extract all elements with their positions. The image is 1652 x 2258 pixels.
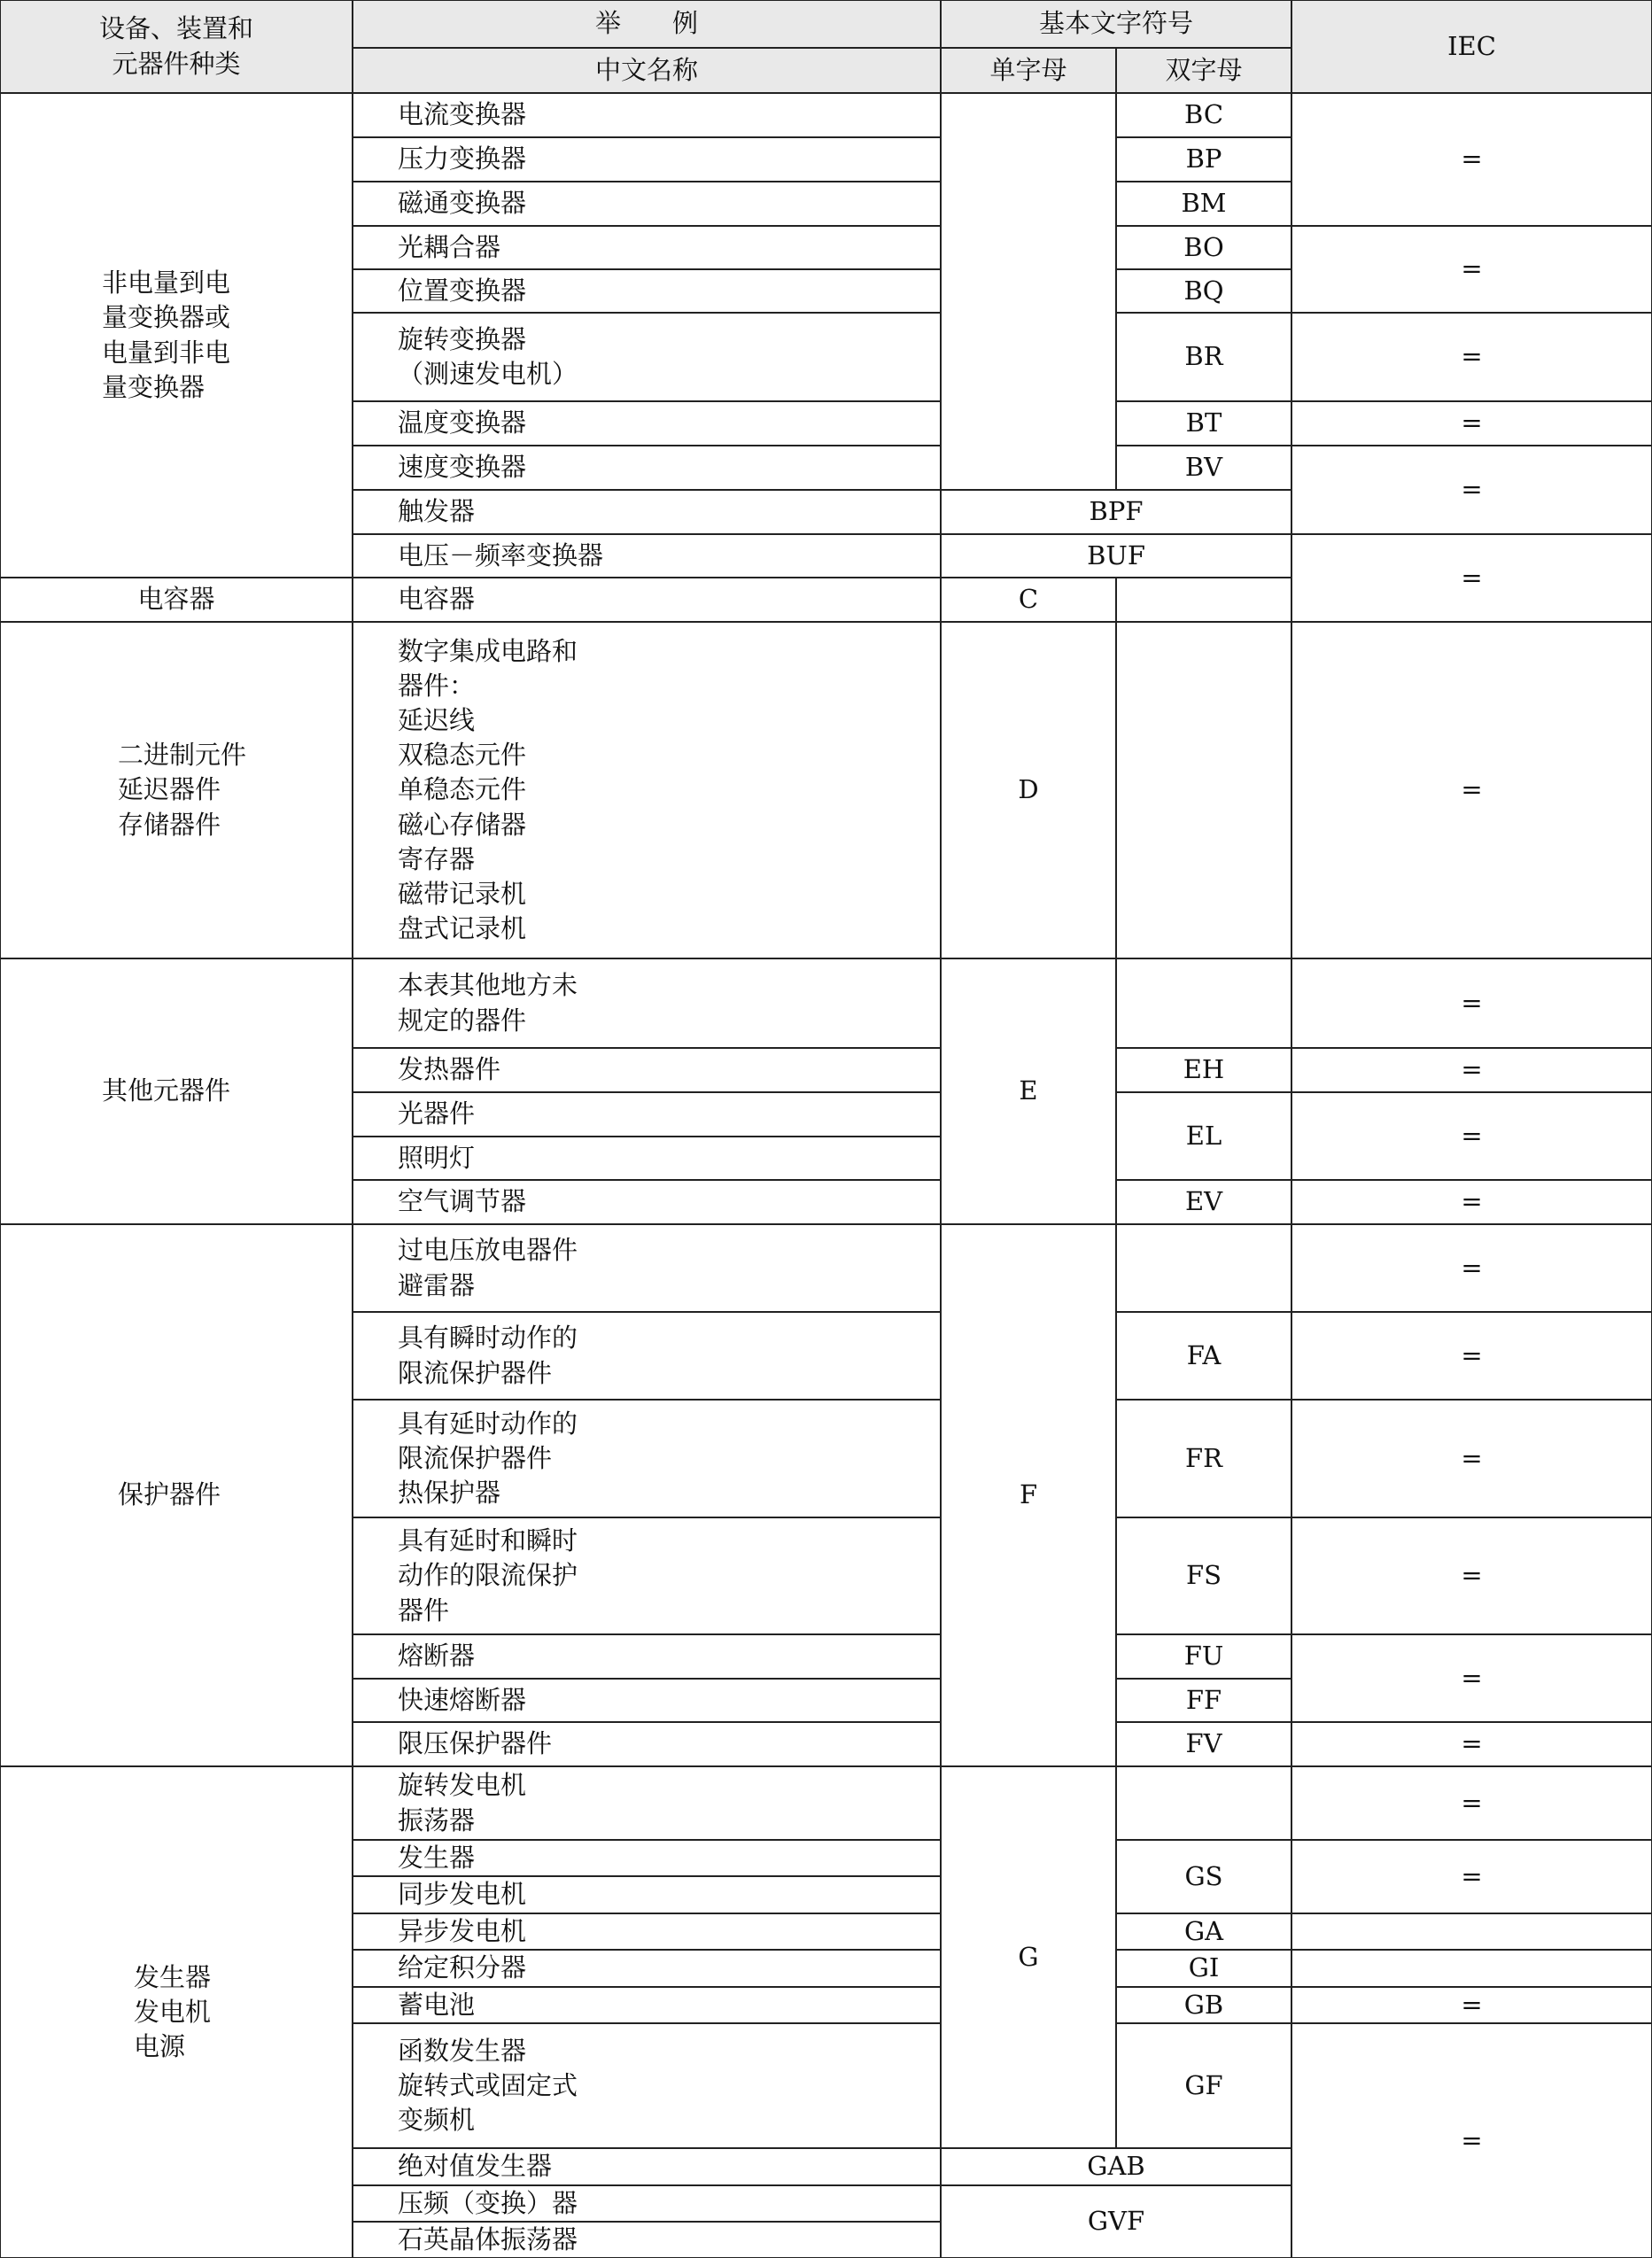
name-cell-text: 压力变换器 — [398, 144, 527, 175]
name-cell-text: 具有瞬时动作的 限流保护器件 — [398, 1323, 578, 1388]
name-cell-text: 给定积分器 — [398, 1952, 527, 1983]
double-letter-cell — [1116, 1913, 1291, 1950]
name-cell-text: 空气调节器 — [398, 1186, 527, 1217]
double-letter-cell-text: GI — [1188, 1952, 1220, 1983]
double-letter-cell — [1116, 622, 1291, 958]
header-single-letter-text: 单字母 — [989, 54, 1067, 85]
header-category-text: 设备、装置和 元器件种类 — [98, 13, 253, 79]
name-cell — [353, 1679, 941, 1722]
iec-cell — [1291, 1092, 1652, 1180]
name-cell — [353, 534, 941, 578]
header-category — [0, 0, 353, 93]
name-cell — [353, 226, 941, 269]
name-cell-text: 电容器 — [398, 584, 476, 615]
double-letter-cell-text: BC — [1183, 99, 1224, 130]
iec-cell — [1291, 446, 1652, 534]
name-cell — [353, 1950, 941, 1987]
iec-cell — [1291, 1180, 1652, 1224]
iec-cell — [1291, 1840, 1652, 1913]
name-cell — [353, 269, 941, 313]
iec-cell-text: = — [1461, 407, 1483, 438]
name-cell — [353, 1517, 941, 1634]
iec-cell — [1291, 1312, 1652, 1400]
category-cell-text: 二进制元件 延迟器件 存储器件 — [118, 740, 247, 840]
symbol-cell-text: GVF — [1087, 2206, 1145, 2237]
name-cell — [353, 446, 941, 490]
name-cell-text: 发热器件 — [398, 1054, 501, 1085]
name-cell — [353, 490, 941, 534]
name-cell-text: 磁通变换器 — [398, 188, 527, 219]
category-cell — [0, 578, 353, 622]
header-iec — [1291, 0, 1652, 93]
iec-cell-text: = — [1461, 1989, 1483, 2020]
iec-cell — [1291, 226, 1652, 313]
double-letter-cell-text: FS — [1186, 1560, 1222, 1591]
single-letter-cell-text: C — [1018, 584, 1039, 615]
header-example — [353, 0, 941, 48]
iec-cell — [1291, 1766, 1652, 1840]
iec-cell — [1291, 1722, 1652, 1766]
iec-cell — [1291, 401, 1652, 446]
name-cell-text: 电流变换器 — [398, 99, 527, 130]
single-letter-cell-text: F — [1019, 1479, 1038, 1510]
name-cell-text: 限压保护器件 — [398, 1728, 553, 1759]
double-letter-cell-text: GF — [1184, 2069, 1223, 2100]
double-letter-cell-text: FF — [1185, 1684, 1222, 1715]
name-cell — [353, 313, 941, 401]
double-letter-cell — [1116, 1092, 1291, 1180]
double-letter-cell — [1116, 1766, 1291, 1840]
name-cell-text: 速度变换器 — [398, 452, 527, 483]
double-letter-cell-text: BM — [1181, 188, 1227, 219]
iec-cell-text: = — [1461, 474, 1483, 505]
double-letter-cell-text: FA — [1186, 1339, 1222, 1370]
iec-cell — [1291, 534, 1652, 622]
double-letter-cell — [1116, 1634, 1291, 1679]
name-cell-text: 绝对值发生器 — [398, 2151, 553, 2182]
name-cell — [353, 93, 941, 137]
name-cell-text: 异步发电机 — [398, 1915, 527, 1946]
name-cell-text: 触发器 — [398, 496, 476, 527]
name-cell — [353, 2023, 941, 2148]
iec-cell-text: = — [1461, 1728, 1483, 1759]
double-letter-cell — [1116, 269, 1291, 313]
name-cell — [353, 958, 941, 1048]
name-cell — [353, 1400, 941, 1517]
symbol-cell-text: BUF — [1087, 539, 1145, 570]
double-letter-cell — [1116, 446, 1291, 490]
name-cell-text: 函数发生器 旋转式或固定式 变频机 — [398, 2035, 578, 2136]
iec-cell — [1291, 313, 1652, 401]
double-letter-cell — [1116, 1180, 1291, 1224]
single-letter-cell — [941, 622, 1116, 958]
iec-cell-text: = — [1461, 987, 1483, 1018]
double-letter-cell-text: BO — [1183, 231, 1224, 262]
iec-cell — [1291, 1517, 1652, 1634]
name-cell-text: 蓄电池 — [398, 1989, 476, 2020]
category-cell — [0, 622, 353, 958]
header-example-text: 举 例 — [594, 8, 698, 39]
name-cell — [353, 1876, 941, 1913]
iec-cell — [1291, 1987, 1652, 2023]
single-letter-cell — [941, 958, 1116, 1224]
single-letter-cell-text: G — [1018, 1941, 1039, 1972]
double-letter-cell — [1116, 1048, 1291, 1092]
double-letter-cell — [1116, 137, 1291, 182]
double-letter-cell — [1116, 578, 1291, 622]
single-letter-cell-text: D — [1018, 774, 1039, 805]
iec-cell-text: = — [1461, 1662, 1483, 1693]
double-letter-cell — [1116, 1517, 1291, 1634]
double-letter-cell — [1116, 958, 1291, 1048]
iec-cell-text: = — [1461, 1120, 1483, 1151]
double-letter-cell-text: GA — [1183, 1915, 1224, 1946]
name-cell-text: 过电压放电器件 避雷器 — [398, 1235, 578, 1300]
double-letter-cell-text: EV — [1184, 1186, 1223, 1217]
iec-cell — [1291, 1048, 1652, 1092]
name-cell-text: 熔断器 — [398, 1641, 476, 1672]
double-letter-cell-text: EH — [1183, 1054, 1225, 1085]
name-cell-text: 照明灯 — [398, 1142, 476, 1173]
double-letter-cell — [1116, 1224, 1291, 1312]
iec-cell-text: = — [1461, 144, 1483, 175]
double-letter-cell-text: GB — [1183, 1989, 1224, 2020]
double-letter-cell-text: BT — [1185, 407, 1222, 438]
category-cell — [0, 93, 353, 578]
iec-cell — [1291, 1400, 1652, 1517]
iec-cell — [1291, 622, 1652, 958]
name-cell-text: 具有延时动作的 限流保护器件 热保护器 — [398, 1408, 578, 1509]
header-single-letter — [941, 48, 1116, 93]
double-letter-cell-text: EL — [1185, 1120, 1222, 1151]
category-cell — [0, 1224, 353, 1766]
iec-cell-text: = — [1461, 774, 1483, 805]
name-cell — [353, 1180, 941, 1224]
name-cell — [353, 1840, 941, 1876]
iec-cell-text: = — [1461, 253, 1483, 284]
single-letter-cell — [941, 1766, 1116, 2148]
symbol-cell-text: GAB — [1087, 2151, 1145, 2182]
iec-cell — [1291, 1634, 1652, 1722]
category-cell — [0, 958, 353, 1224]
name-cell — [353, 401, 941, 446]
double-letter-cell — [1116, 1987, 1291, 2023]
double-letter-cell-text: GS — [1184, 1860, 1223, 1891]
iec-cell — [1291, 1913, 1652, 1950]
header-basic-symbol-text: 基本文字符号 — [1038, 8, 1193, 39]
name-cell-text: 光器件 — [398, 1098, 476, 1129]
symbol-cell — [941, 534, 1291, 578]
double-letter-cell — [1116, 1400, 1291, 1517]
double-letter-cell — [1116, 1840, 1291, 1913]
category-cell-text: 其他元器件 — [102, 1075, 231, 1106]
iec-cell-text: = — [1461, 2124, 1483, 2155]
symbol-cell-text: BPF — [1089, 496, 1144, 527]
iec-cell-text: = — [1461, 341, 1483, 372]
symbol-cell — [941, 490, 1291, 534]
name-cell — [353, 1092, 941, 1137]
name-cell — [353, 578, 941, 622]
single-letter-cell — [941, 93, 1116, 490]
iec-cell-text: = — [1461, 1054, 1483, 1085]
name-cell-text: 电压－频率变换器 — [398, 539, 604, 570]
category-cell-text: 非电量到电 量变换器或 电量到非电 量变换器 — [102, 268, 231, 402]
iec-cell-text: = — [1461, 1252, 1483, 1283]
header-chinese-name-text: 中文名称 — [594, 54, 698, 85]
double-letter-cell-text: BR — [1184, 341, 1223, 372]
iec-cell — [1291, 1950, 1652, 1987]
iec-cell-text: = — [1461, 1442, 1483, 1473]
double-letter-cell — [1116, 1950, 1291, 1987]
iec-cell-text: = — [1461, 1787, 1483, 1818]
double-letter-cell — [1116, 1679, 1291, 1722]
name-cell — [353, 2185, 941, 2222]
double-letter-cell — [1116, 93, 1291, 137]
category-cell-text: 发生器 发电机 电源 — [134, 1961, 212, 2062]
name-cell — [353, 1048, 941, 1092]
category-cell-text: 电容器 — [137, 584, 215, 615]
name-cell-text: 发生器 — [398, 1842, 476, 1873]
iec-cell — [1291, 1224, 1652, 1312]
name-cell — [353, 1766, 941, 1840]
double-letter-cell-text: BQ — [1183, 275, 1224, 306]
name-cell-text: 旋转发电机 振荡器 — [398, 1770, 527, 1835]
header-chinese-name — [353, 48, 941, 93]
name-cell-text: 石英晶体振荡器 — [398, 2223, 578, 2254]
double-letter-cell-text: BV — [1184, 452, 1223, 483]
iec-cell — [1291, 93, 1652, 226]
header-double-letter — [1116, 48, 1291, 93]
double-letter-cell — [1116, 313, 1291, 401]
name-cell-text: 光耦合器 — [398, 231, 501, 262]
symbol-cell — [941, 2148, 1291, 2185]
name-cell — [353, 1987, 941, 2023]
double-letter-cell — [1116, 401, 1291, 446]
name-cell — [353, 182, 941, 226]
iec-cell-text: = — [1461, 1860, 1483, 1891]
name-cell — [353, 1722, 941, 1766]
iec-cell — [1291, 958, 1652, 1048]
name-cell-text: 具有延时和瞬时 动作的限流保护 器件 — [398, 1525, 578, 1626]
header-double-letter-text: 双字母 — [1165, 54, 1243, 85]
single-letter-cell — [941, 1224, 1116, 1766]
iec-cell-text: = — [1461, 1186, 1483, 1217]
name-cell — [353, 1312, 941, 1400]
header-iec-text: IEC — [1447, 30, 1496, 61]
name-cell — [353, 1137, 941, 1180]
double-letter-cell — [1116, 226, 1291, 269]
name-cell-text: 同步发电机 — [398, 1879, 527, 1910]
category-cell-text: 保护器件 — [118, 1479, 221, 1510]
double-letter-cell-text: FR — [1185, 1442, 1222, 1473]
single-letter-cell-text: E — [1019, 1075, 1038, 1106]
name-cell — [353, 622, 941, 958]
iec-cell-text: = — [1461, 1560, 1483, 1591]
name-cell-text: 压频（变换）器 — [398, 2187, 578, 2218]
name-cell — [353, 137, 941, 182]
name-cell-text: 快速熔断器 — [398, 1684, 527, 1715]
double-letter-cell-text: BP — [1185, 144, 1222, 175]
double-letter-cell — [1116, 1722, 1291, 1766]
iec-cell — [1291, 2023, 1652, 2258]
name-cell-text: 数字集成电路和 器件： 延迟线 双稳态元件 单稳态元件 磁心存储器 寄存器 磁带记录机 盘式记录机 — [398, 635, 578, 943]
name-cell — [353, 1224, 941, 1312]
name-cell — [353, 1913, 941, 1950]
category-cell — [0, 1766, 353, 2258]
symbol-cell — [941, 2185, 1291, 2258]
name-cell-text: 位置变换器 — [398, 275, 527, 306]
iec-cell-text: = — [1461, 1339, 1483, 1370]
double-letter-cell-text: FV — [1185, 1728, 1222, 1759]
name-cell — [353, 2148, 941, 2185]
double-letter-cell — [1116, 2023, 1291, 2148]
double-letter-cell — [1116, 1312, 1291, 1400]
name-cell-text: 本表其他地方未 规定的器件 — [398, 970, 578, 1036]
name-cell — [353, 2222, 941, 2258]
double-letter-cell — [1116, 182, 1291, 226]
iec-cell-text: = — [1461, 562, 1483, 593]
double-letter-cell-text: FU — [1183, 1641, 1224, 1672]
name-cell-text: 旋转变换器 （测速发电机） — [398, 323, 578, 389]
name-cell — [353, 1634, 941, 1679]
single-letter-cell — [941, 578, 1116, 622]
header-basic-symbol — [941, 0, 1291, 48]
name-cell-text: 温度变换器 — [398, 407, 527, 438]
